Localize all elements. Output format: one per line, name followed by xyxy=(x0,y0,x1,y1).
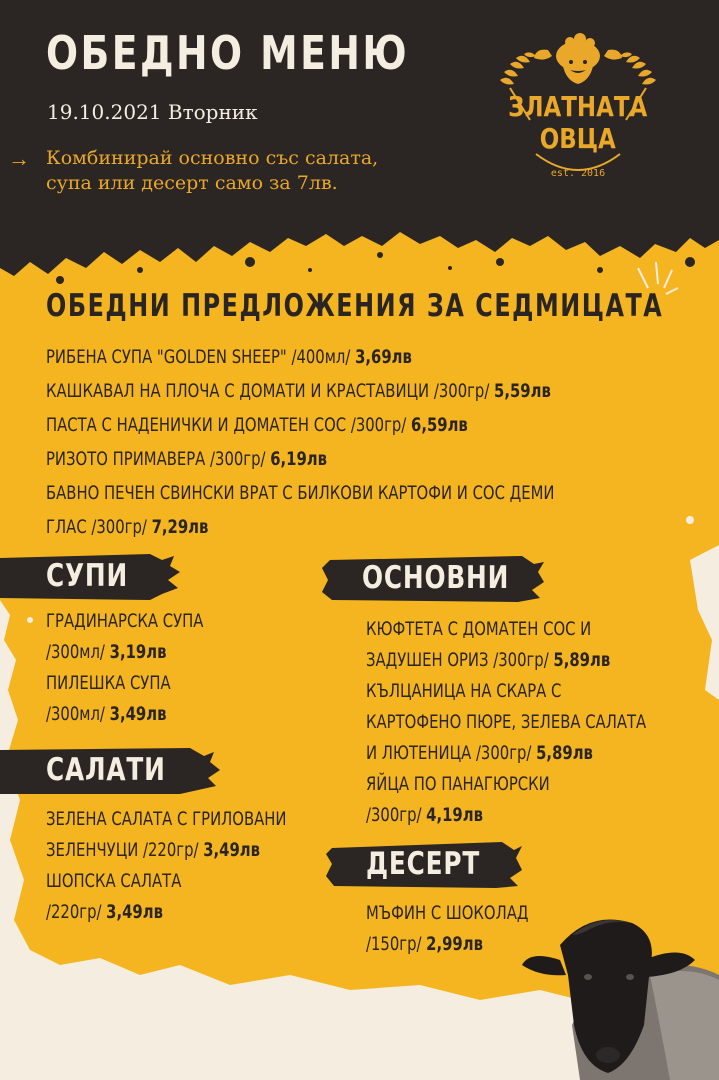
promo-note xyxy=(8,146,486,196)
weekly-item: ГЛАС /300гр/ 7,29лв xyxy=(46,516,209,538)
weekly-item: ПАСТА С НАДЕНИЧКИ И ДОМАТЕН СОС /300гр/ 6,59лв xyxy=(46,414,468,436)
weekly-item: РИЗОТО ПРИМАВЕРА /300гр/ 6,19лв xyxy=(46,448,328,470)
promo-text xyxy=(46,146,486,196)
weekly-item: КАШКАВАЛ НА ПЛОЧА С ДОМАТИ И КРАСТАВИЦИ /300гр/ 5,59лв xyxy=(46,380,551,402)
logo-name-line-2: ОВЦА xyxy=(539,122,616,156)
price: 6,59лв xyxy=(411,414,468,436)
price: 6,19лв xyxy=(270,448,328,470)
menu-line: ЗЕЛЕНЧУЦИ /220гр/ 3,49лв xyxy=(46,839,261,861)
price: 7,29лв xyxy=(151,516,209,538)
promo-line-1: Комбинирай основно със салата, xyxy=(46,147,379,169)
menu-line: ГРАДИНАРСКА СУПА xyxy=(46,610,204,632)
logo-name-line-1: ЗЛАТНАТА xyxy=(508,90,648,124)
page-title: ОБЕДНО МЕНЮ xyxy=(46,26,410,80)
menu-line: ЯЙЦА ПО ПАНАГЮРСКИ xyxy=(366,773,550,795)
weekly-item: БАВНО ПЕЧЕН СВИНСКИ ВРАТ С БИЛКОВИ КАРТОФИ И СОС ДЕМИ xyxy=(46,482,555,504)
menu-line: /300мл/ 3,49лв xyxy=(46,703,167,725)
menu-line: /300мл/ 3,19лв xyxy=(46,641,167,663)
mains-list xyxy=(366,614,719,831)
menu-line: КЪЛЦАНИЦА НА СКАРА С xyxy=(366,680,562,702)
sheep-photo xyxy=(520,905,719,1080)
arrow-right-icon: → xyxy=(8,146,30,171)
price: 5,59лв xyxy=(494,380,551,402)
weekly-offers-title: ОБЕДНИ ПРЕДЛОЖЕНИЯ ЗА СЕДМИЦАТА xyxy=(46,288,664,324)
mains-heading: ОСНОВНИ xyxy=(322,556,544,602)
dessert-heading: ДЕСЕРТ xyxy=(326,842,522,888)
menu-date: 19.10.2021 Вторник xyxy=(47,100,258,124)
menu-line: КЮФТЕТА С ДОМАТЕН СОС И xyxy=(366,618,592,640)
logo-established: est. 2016 xyxy=(550,168,606,179)
sheep-logo-icon xyxy=(490,30,666,190)
menu-line: МЪФИН С ШОКОЛАД xyxy=(366,902,529,924)
promo-line-2: супа или десерт само за 7лв. xyxy=(46,172,338,194)
menu-line: ЗАДУШЕН ОРИЗ /300гр/ 5,89лв xyxy=(366,649,611,671)
price: 3,69лв xyxy=(355,346,412,368)
menu-line: /300гр/ 4,19лв xyxy=(366,804,483,826)
weekly-offers-list xyxy=(46,340,686,544)
menu-line: /220гр/ 3,49лв xyxy=(46,901,163,923)
menu-line: КАРТОФЕНО ПЮРЕ, ЗЕЛЕВА САЛАТА xyxy=(366,711,647,733)
soups-heading: СУПИ xyxy=(0,554,180,600)
weekly-item: РИБЕНА СУПА "GOLDEN SHEEP" /400мл/ 3,69лв xyxy=(46,346,412,368)
salads-heading: САЛАТИ xyxy=(0,748,220,794)
menu-line: /150гр/ 2,99лв xyxy=(366,933,483,955)
menu-line: ШОПСКА САЛАТА xyxy=(46,870,182,892)
menu-line: ПИЛЕШКА СУПА xyxy=(46,672,171,694)
menu-line: ЗЕЛЕНА САЛАТА С ГРИЛОВАНИ xyxy=(46,808,287,830)
menu-line: И ЛЮТЕНИЦА /300гр/ 5,89лв xyxy=(366,742,593,764)
